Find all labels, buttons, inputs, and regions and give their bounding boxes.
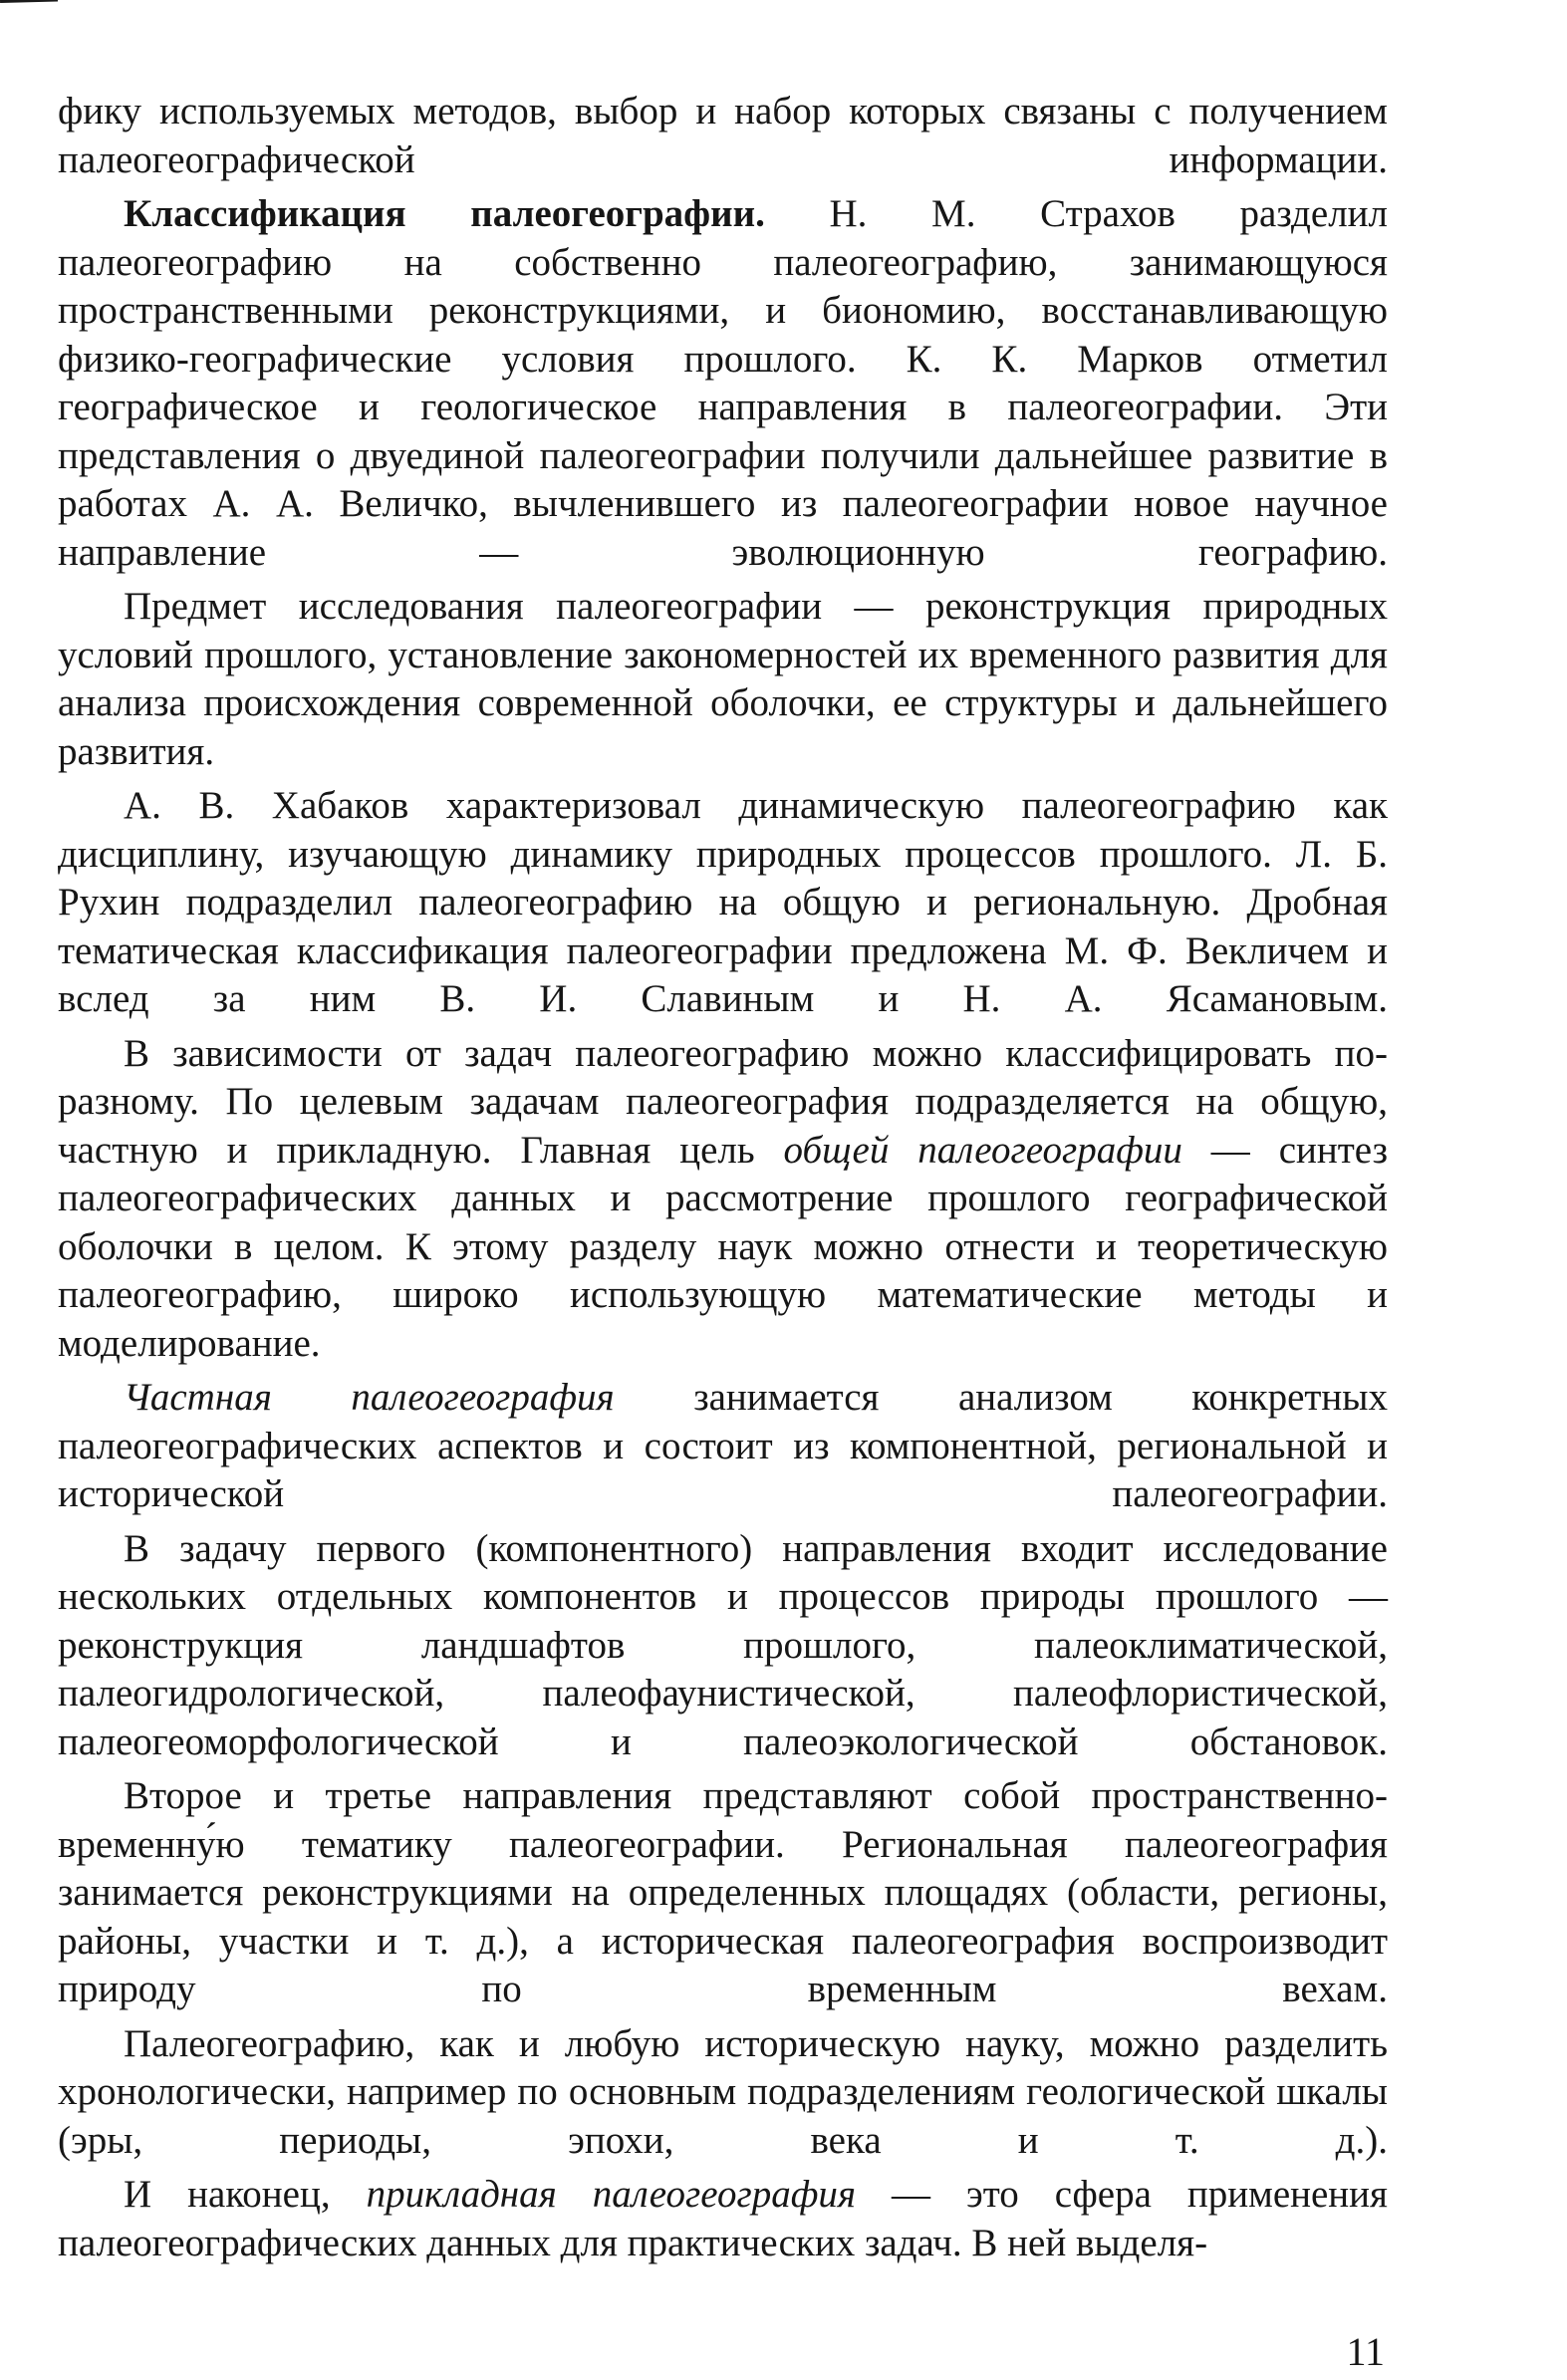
body-text (58, 88, 1388, 2273)
paragraph (58, 190, 1388, 577)
text-segment: И наконец, (124, 2173, 367, 2216)
text-segment: Второе и третье направления представляют собой пространственно-временну́ю тематику палеогеографии. Региональная палеогеография занимается реконструкциями на определенных площадях (области, регионы, районы, участки и т. д.), а историческая палеогеография воспроизводит природу по временным вехам. (58, 1774, 1388, 2010)
paragraph (58, 1030, 1388, 1369)
italic-term: прикладная палеогеография (366, 2173, 857, 2216)
text-segment: Н. М. Страхов разделил палеогеографию на собственно палеогеографию, занимающуюся пространственными реконструкциями, и биономию, восстанавливающую физико-географические условия прошлого. К. К. Марков отметил географическое и геологическое направления в палеогеографии. Эти представления о двуединой палеогеографии получили дальнейшее развитие в работах А. А. Величко, вычленившего из палеогеографии новое научное направление — эволюционную географию. (58, 192, 1388, 574)
text-segment: — это сфера применения палеогеографических данных для практических задач. В ней выделя- (58, 2173, 1388, 2264)
text-segment: Палеогеографию, как и любую историческую науку, можно разделить хронологически, например по основным подразделениям геологической шкалы (эры, периоды, эпохи, века и т. д.). (58, 2021, 1388, 2162)
paragraph (58, 2171, 1388, 2267)
paragraph (58, 583, 1388, 776)
text-segment: занимается анализом конкретных палеогеографических аспектов и состоит из компонентной, региональной и исторической палеогеографии. (58, 1376, 1388, 1515)
text-segment: В зависимости от задач палеогеографию можно классифицировать по-разному. По целевым задачам палеогеография подразделяется на общую, частную и прикладную. Главная цель (58, 1031, 1388, 1172)
paragraph (58, 88, 1388, 184)
text-segment: В задачу первого (компонентного) направления входит исследование нескольких отдельных компонентов и процессов природы прошлого — реконструкция ландшафтов прошлого, палеоклиматической, палеогидрологической, палеофаунистической, палеофлористической, палеогеоморфологической и палеоэкологической обстановок. (58, 1526, 1388, 1763)
text-segment: — синтез палеогеографических данных и рассмотрение прошлого географической оболочки в целом. К этому разделу наук можно отнести и теоретическую палеогеографию, широко использующую математические методы и моделирование. (58, 1128, 1388, 1365)
text-segment: А. В. Хабаков характеризовал динамическую палеогеографию как дисциплину, изучающую динамику природных процессов прошлого. Л. Б. Рухин подразделил палеогеографию на общую и региональную. Дробная тематическая классификация палеогеографии предложена М. Ф. Векличем и вслед за ним В. И. Славиным и Н. А. Ясамановым. (58, 784, 1388, 1020)
text-segment: фику используемых методов, выбор и набор которых связаны с получением палеогеографической информации. (58, 90, 1388, 181)
scan-edge-mark (0, 0, 58, 3)
text-segment: Предмет исследования палеогеографии — реконструкция природных условий прошлого, установление закономерностей их временного развития для анализа происхождения современной оболочки, ее структуры и дальнейшего развития. (58, 585, 1388, 773)
paragraph (58, 1374, 1388, 1519)
italic-term: общей палеогеографии (783, 1128, 1182, 1172)
italic-term: Частная палеогеография (124, 1376, 615, 1419)
paragraph (58, 1772, 1388, 2014)
section-heading: Классификация палеогеографии. (124, 192, 765, 235)
paragraph (58, 2020, 1388, 2166)
paragraph (58, 1525, 1388, 1767)
paragraph (58, 782, 1388, 1024)
page-number: 11 (1346, 2329, 1385, 2374)
